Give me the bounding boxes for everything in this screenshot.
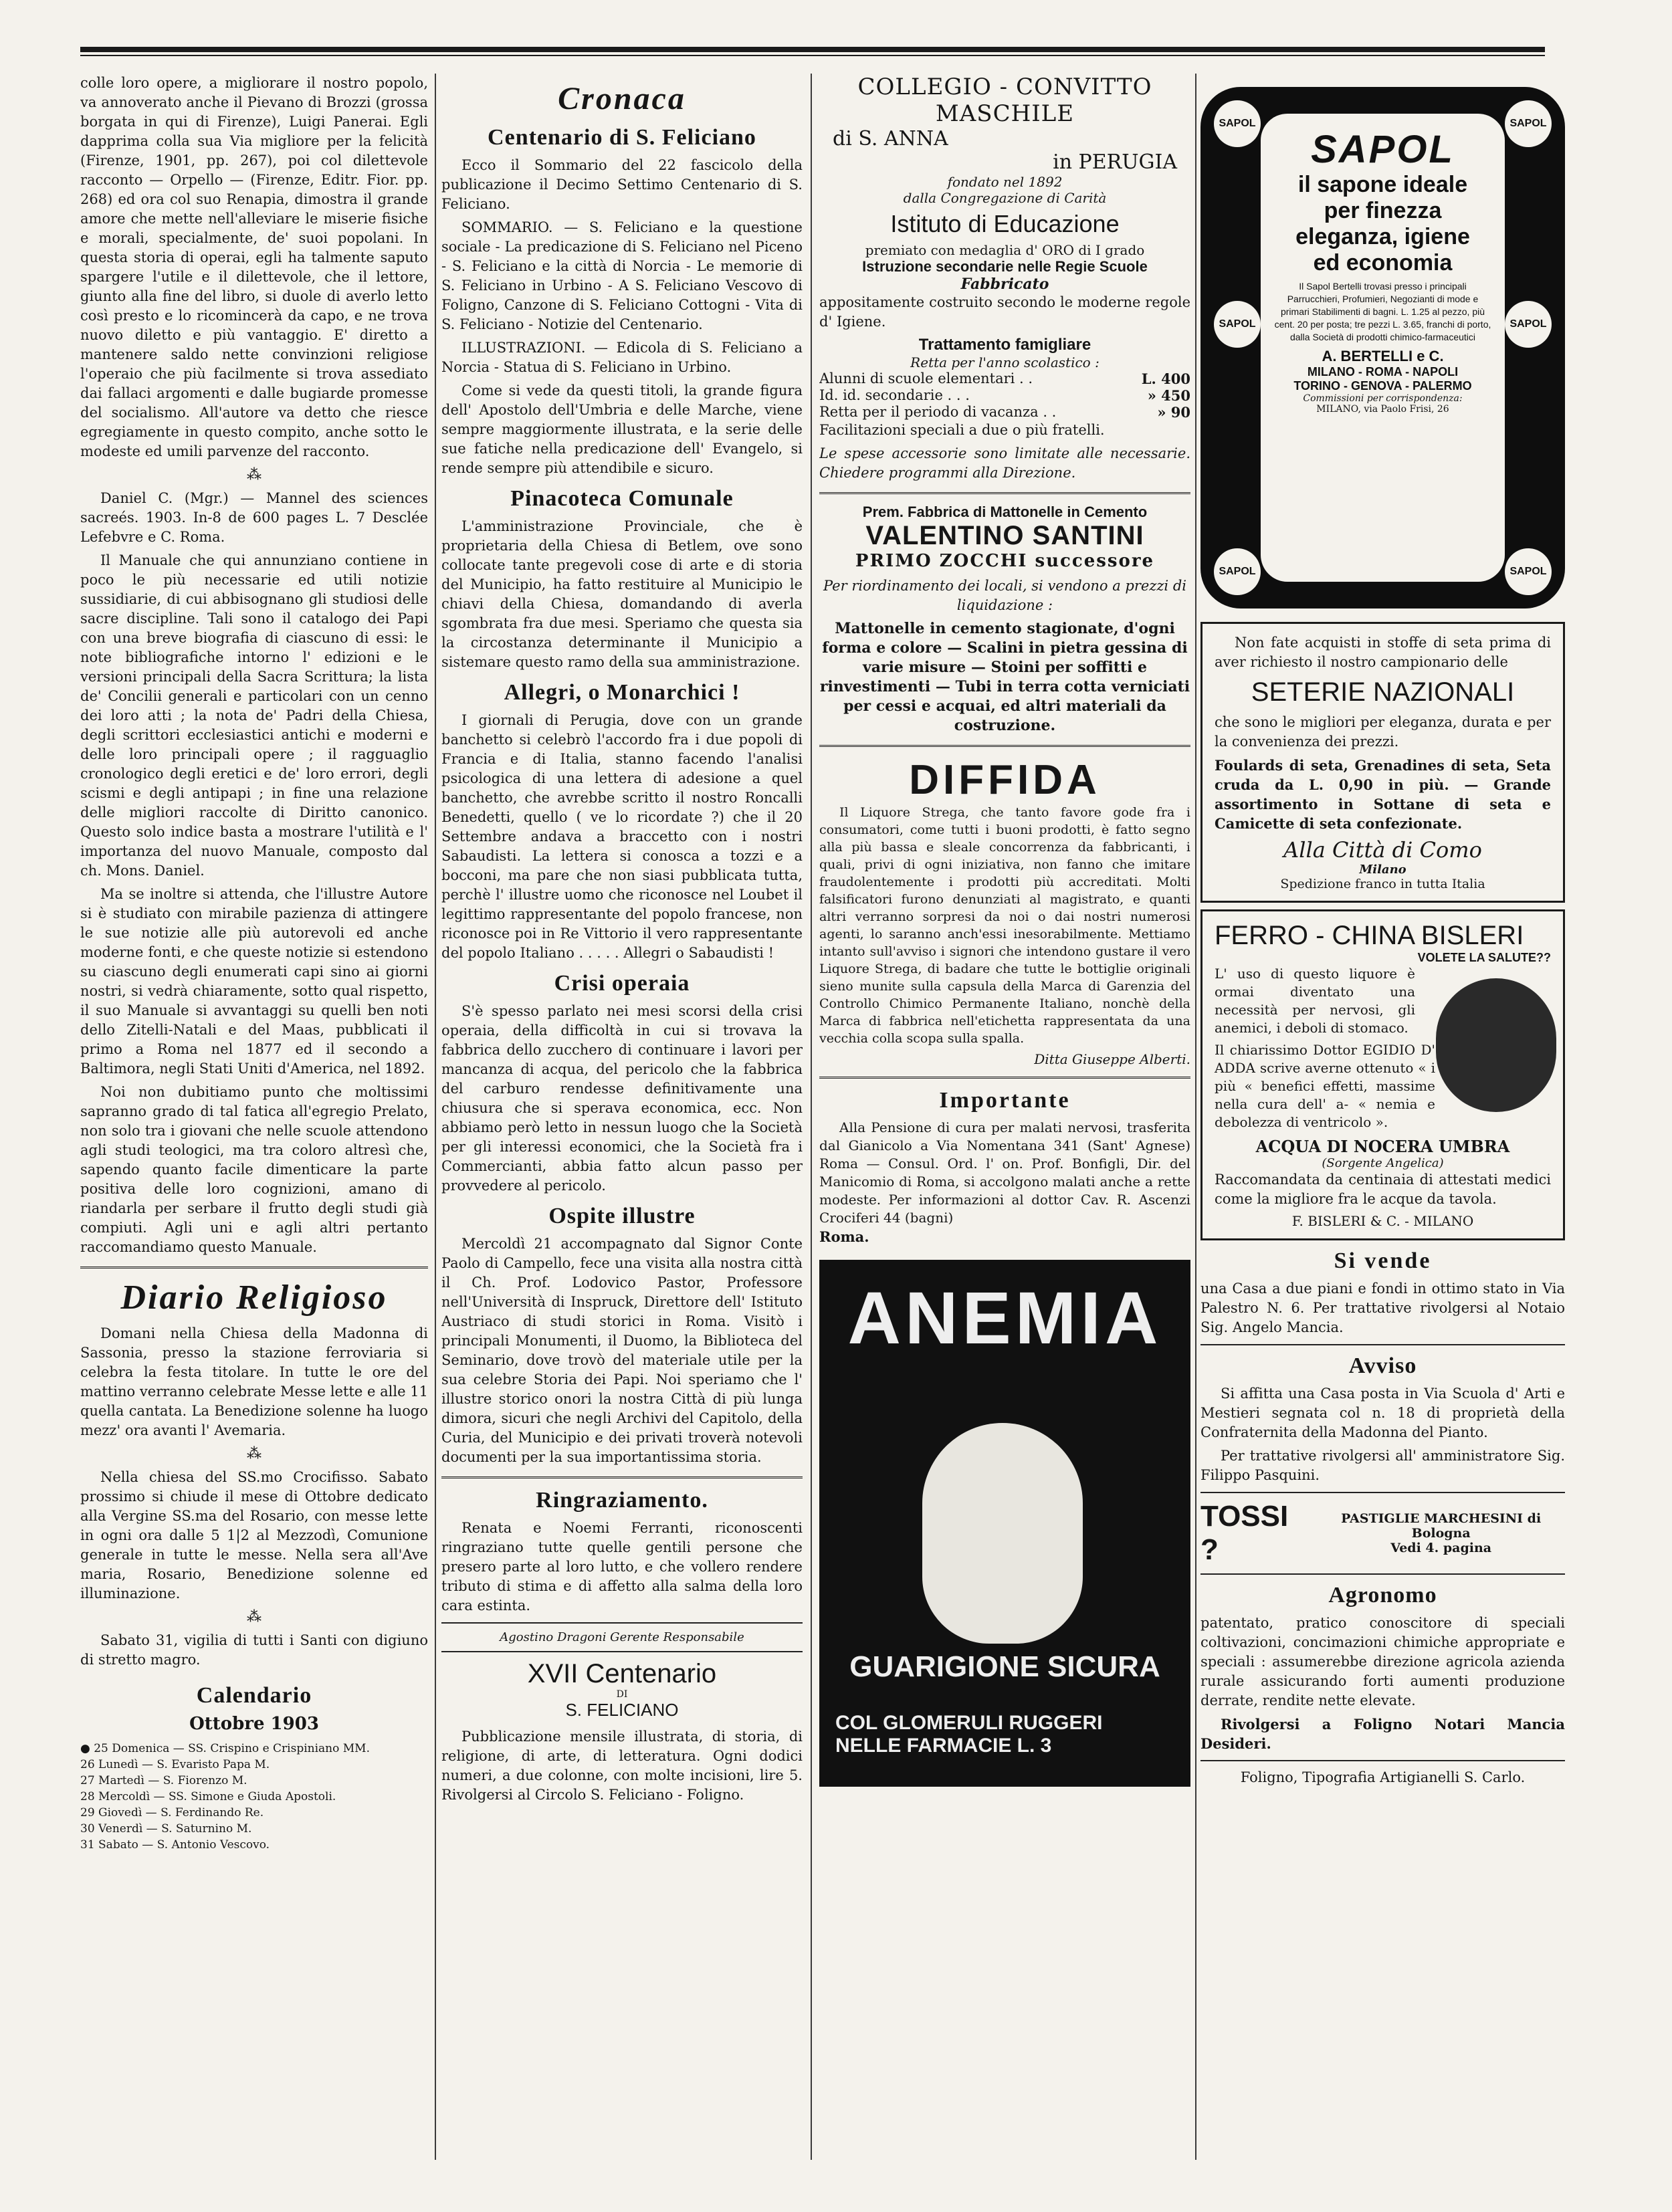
collegio-fabbricato-text: appositamente costruito secondo le moderne regole d' Igiene. bbox=[819, 294, 1190, 330]
collegio-istituto: Istituto di Educazione bbox=[890, 210, 1120, 237]
seterie-ad bbox=[1200, 622, 1565, 903]
divider bbox=[819, 1077, 1190, 1079]
agronomo-text: patentato, pratico conoscitore di speciali coltivazioni, concimazioni chimiche appropriate e speciali : assumerebbe direzione agricola azienda rurale assicurando forti aumenti produzione derrate, rendite nette elevate. bbox=[1200, 1615, 1565, 1708]
mattonelle-products: Mattonelle in cemento stagionate, d'ogni forma e colore — Scalini in pietra gessina di varie misure — Stoini per soffitti e rinvestimenti — Tubi in terra cotta verniciati per cessi e acquai, ed altri materiali da costruzione. bbox=[819, 620, 1190, 734]
sapol-tag: SAPOL bbox=[1505, 100, 1552, 147]
column-rule bbox=[811, 74, 812, 2160]
column-3 bbox=[819, 74, 1190, 2160]
fee-label: Retta per il periodo di vacanza . . bbox=[819, 404, 1057, 420]
divider bbox=[441, 1651, 803, 1652]
collegio-facilitazioni: Facilitazioni speciali a due o più fratelli. bbox=[819, 422, 1105, 438]
anemia-glomeruli: COL GLOMERULI RUGGERI bbox=[835, 1712, 1103, 1734]
bisleri-bottle-image bbox=[1436, 978, 1556, 1112]
calendar-row: 27 Martedì — S. Fiorenzo M. bbox=[80, 1774, 247, 1787]
seterie-text: che sono le migliori per eleganza, durata e per la convenienza dei prezzi. bbox=[1215, 714, 1551, 750]
diffida-text: Il Liquore Strega, che tanto favore gode fra i consumatori, come tutti i buoni prodotti, è fatto segno alla più bassa e sleale concorrenza da fabbricanti, i quali, privi di ogni iniziativa, non fanno che imitare fraudolentemente i prodotti più accreditati. Molti falsificatori furono denunziati al magistrato, e quanti altri verranno sorpresi da noi o dai nostri numerosi agenti, lo saranno anch'essi inesorabilmente. Mettiamo intanto sull'avviso i signori che intendono gustare il vero Liquore Strega, di badare che tutte le bottiglie originali sieno munite sulla capsula della Marca di Garenzia del Controllo Chimico Permanente Italiano, nonchè della Marca di fabbrica nell'etichetta rappresentata da una vecchia colla scopa sulla spalla. bbox=[819, 805, 1190, 1046]
cronaca-heading: Cronaca bbox=[558, 81, 686, 116]
collegio-sant-anna: di S. ANNA bbox=[833, 127, 948, 150]
agronomo-contact: Rivolgersi a Foligno Notari Mancia Desideri. bbox=[1200, 1716, 1565, 1752]
seterie-spedizione: Spedizione franco in tutta Italia bbox=[1280, 877, 1485, 891]
sapol-line2: per finezza bbox=[1324, 198, 1442, 223]
fee-label: Id. id. secondarie . . . bbox=[819, 387, 970, 403]
diario-religioso-heading: Diario Religioso bbox=[120, 1279, 388, 1317]
anemia-title: ANEMIA bbox=[847, 1277, 1162, 1359]
collegio-congregazione: dalla Congregazione di Carità bbox=[903, 190, 1107, 206]
fee-value: » 450 bbox=[1147, 387, 1190, 404]
divider bbox=[441, 1476, 803, 1478]
divider bbox=[1200, 1344, 1565, 1345]
calendario-heading: Calendario bbox=[196, 1683, 312, 1708]
tossi-vedi: Vedi 4. pagina bbox=[1390, 1541, 1492, 1555]
calendar-row: 30 Venerdì — S. Saturnino M. bbox=[80, 1822, 252, 1836]
bisleri-company: F. BISLERI & C. - MILANO bbox=[1291, 1213, 1474, 1229]
centenario-p4: Come si vede da questi titoli, la grande figura dell' Apostolo dell'Umbria e delle Marche, viene sempre maggiormente illustrata, e la serie delle sue fatiche nella predicazione dell' Evangelo, si rende sempre più attendibile e sicuro. bbox=[441, 382, 803, 476]
bisleri-sorgente: (Sorgente Angelica) bbox=[1322, 1156, 1444, 1170]
calendar-row: 26 Lunedì — S. Evaristo Papa M. bbox=[80, 1758, 270, 1771]
collegio-medaglia: premiato con medaglia d' ORO di I grado bbox=[865, 242, 1145, 258]
section-stars: ⁂ bbox=[247, 1446, 262, 1462]
bisleri-testimonial: Il chiarissimo Dottor EGIDIO D' ADDA scrive averne ottenuto « i più « benefici effetti, massime nella cura dell' a- « nemia e debolezza di ventricolo ». bbox=[1215, 1042, 1435, 1130]
ospite-text: Mercoldì 21 accompagnato dal Signor Conte Paolo di Campello, fece una visita alla nostra città il Ch. Prof. Lodovico Pastor, Professore nell'Università di Inspruck, Direttore dell' Istituto Austriaco di studi storici in Roma. Visitò i principali Monumenti, il Duomo, la Biblioteca del Seminario, dove trovò del materiale utile per la sua celebre Storia dei Papi. Noi speriamo che l' illustre storico onori la nostra Città di più lunga dimora, sicuri che negli Archivi del Capitolo, della Curia, del Municipio e dei privati troverà notevoli documenti per la sua importantissima storia. bbox=[441, 1236, 803, 1465]
avviso-text: Si affitta una Casa posta in Via Scuola d' Arti e Mestieri segnata col n. 18 di proprietà della Confraternita della Madonna del Pianto. bbox=[1200, 1386, 1565, 1440]
importante-text: Alla Pensione di cura per malati nervosi, trasferita dal Gianicolo a Via Nomentana 341 (Sant' Agnese) Roma — Consul. Ord. l' on. Prof. Bonfigli, Dir. del Manicomio di Roma, si accolgono malati anche a rette modeste. Per informazioni al dottor Cav. R. Ascenzi Crociferi 44 (bagni) bbox=[819, 1119, 1190, 1226]
sapol-commissioni: Commissioni per corrispondenza: bbox=[1303, 393, 1463, 404]
allegri-text: I giornali di Perugia, dove con un grande banchetto si celebrò l'accordo fra i due popoli di Francia e di Italia, stanno facendo l'analisi psicologica di una lettera di adesione a quel banchetto, che avrebbe scritto il nostro Roncalli Benedetti, quello ( ve lo ricordate ?) che il 20 Settembre andava a braccetto con i nostri Sabaudisti. La lettera si conosca a tozzi e a bocconi, ma pare che non siasi pubblicata tutta, perchè l' illustre uomo che riconosce nel Loubet il legittimo rappresentante del popolo francese, non riconosce poi in Re Vittorio il vero rappresentante del popolo Italiano . . . . . Allegri o Sabaudisti ! bbox=[441, 712, 803, 961]
sapol-address: MILANO, via Paolo Frisi, 26 bbox=[1316, 404, 1449, 415]
diario-p2: Nella chiesa del SS.mo Crocifisso. Sabato prossimo si chiude il mese di Ottobre dedicato alla Vergine SS.ma del Rosario, con messe lette in ogni ora dalle 5 1|2 al Mezzodì, Comunione generale in tutte le messe. Nella sera all'Ave maria, Rosario, Benedizione solenne ed illuminazione. bbox=[80, 1469, 428, 1601]
sapol-panel bbox=[1261, 114, 1505, 582]
centenario-p1: Ecco il Sommario del 22 fascicolo della publicazione il Decimo Settimo Centenario di S. Feliciano. bbox=[441, 157, 803, 212]
sapol-brand: SAPOL bbox=[1311, 128, 1455, 171]
avviso-heading: Avviso bbox=[1348, 1353, 1417, 1378]
fee-value: L. 400 bbox=[1141, 370, 1190, 387]
sapol-cities1: MILANO - ROMA - NAPOLI bbox=[1307, 365, 1459, 378]
importante-ad bbox=[819, 1088, 1190, 1246]
fee-value: » 90 bbox=[1157, 404, 1190, 421]
seterie-title: SETERIE NAZIONALI bbox=[1251, 677, 1515, 707]
bisleri-title: FERRO - CHINA BISLERI bbox=[1215, 921, 1524, 950]
pinacoteca-text: L'amministrazione Provinciale, che è proprietaria della Chiesa di Betlem, ove sono collocate tante pregevoli cose di arte e di storia del Municipio, ha fatto restituire al Municipio le chiavi della Chiesa, domandando di averla sgombrata fra due mesi. Speriamo che questa sia la circostanza determinante il Municipio a sistemare questo ramo della sua amministrazione. bbox=[441, 518, 803, 670]
bisleri-ad bbox=[1200, 909, 1565, 1240]
sapol-details: Il Sapol Bertelli trovasi presso i principali Parrucchieri, Profumieri, Negozianti di mode e primari Stabilimenti di bagni. L. 1.25 al pezzo, più cent. 20 per posta; tre pezzi L. 3.65, franchi di porto, dalla Società di prodotti chimico-farmaceutici bbox=[1274, 281, 1491, 342]
centenario-illustrazioni: ILLUSTRAZIONI. — Edicola di S. Feliciano a Norcia - Statua di S. Feliciano in Urbino. bbox=[441, 340, 803, 375]
divider bbox=[819, 745, 1190, 747]
heading-crisi: Crisi operaia bbox=[554, 971, 690, 996]
heading-ringraziamento: Ringraziamento. bbox=[536, 1488, 708, 1513]
sapol-ad bbox=[1200, 87, 1565, 609]
divider bbox=[819, 492, 1190, 494]
divider bbox=[441, 1622, 803, 1624]
tossi-ad bbox=[1200, 1500, 1565, 1567]
mattonelle-zocchi: PRIMO ZOCCHI successore bbox=[855, 551, 1155, 571]
calendario-subheading: Ottobre 1903 bbox=[189, 1714, 319, 1734]
tipografia-line: Foligno, Tipografia Artigianelli S. Carlo. bbox=[1240, 1769, 1526, 1785]
gerente-line: Agostino Dragoni Gerente Responsabile bbox=[500, 1630, 744, 1644]
seterie-intro: Non fate acquisti in stoffe di seta prima di aver richiesto il nostro campionario delle bbox=[1215, 635, 1551, 670]
divider bbox=[1200, 1760, 1565, 1761]
calendar-row: ● 25 Domenica — SS. Crispino e Crispiniano MM. bbox=[80, 1742, 370, 1755]
avviso-contact: Per trattative rivolgersi all' amministratore Sig. Filippo Pasquini. bbox=[1200, 1448, 1565, 1483]
collegio-istruzione: Istruzione secondarie nelle Regie Scuole bbox=[862, 258, 1148, 275]
sapol-cities2: TORINO - GENOVA - PALERMO bbox=[1293, 379, 1472, 393]
collegio-perugia: in PERUGIA bbox=[1053, 150, 1177, 174]
tossi-pastiglie: PASTIGLIE MARCHESINI di Bologna bbox=[1341, 1511, 1542, 1541]
divider bbox=[1200, 1573, 1565, 1575]
mattonelle-ad bbox=[819, 504, 1190, 736]
sapol-line3: eleganza, igiene bbox=[1295, 224, 1470, 249]
review-daniel-p2: Ma se inoltre si attenda, che l'illustre Autore si è studiato con mirabile pazienza di attingere le sue notizie alle più autorevoli ed anche moderne fonti, e che queste notizie si estendono su ciascuno degli enumerati capi sino ai giorni nostri, si vedrà chiaramente, sotto qual rispetto, il suo Manuale si avvantaggi su quelli ben noti dello Zitelli-Natali e del Maas, pubblicati il primo a Roma nel 1877 ed il secondo a Baltimora, negli Stati Uniti d'America, nel 1892. bbox=[80, 886, 428, 1077]
anemia-guarigione: GUARIGIONE SICURA bbox=[849, 1650, 1160, 1683]
section-stars: ⁂ bbox=[247, 1609, 262, 1626]
fee-row bbox=[819, 387, 1190, 404]
fee-row bbox=[819, 404, 1190, 421]
divider bbox=[80, 1266, 428, 1268]
collegio-fondato: fondato nel 1892 bbox=[947, 174, 1063, 190]
bisleri-raccomandata: Raccomandata da centinaia di attestati medici come la migliore fra le acque da tavola. bbox=[1215, 1172, 1551, 1207]
heading-pinacoteca: Pinacoteca Comunale bbox=[510, 486, 734, 511]
collegio-trattamento: Trattamento famigliare bbox=[918, 336, 1091, 354]
portrait-image bbox=[922, 1423, 1083, 1644]
heading-ospite: Ospite illustre bbox=[548, 1204, 696, 1228]
xvii-centenario-title: XVII Centenario bbox=[527, 1659, 717, 1688]
diffida-title: DIFFIDA bbox=[909, 757, 1101, 803]
xvii-text: Pubblicazione mensile illustrata, di storia, di religione, di arte, di letteratura. Ogni dodici numeri, a due colonne, con molte incisioni, lire 5. Rivolgersi al Circolo S. Feliciano - Foligno. bbox=[441, 1729, 803, 1803]
sapol-tag: SAPOL bbox=[1505, 548, 1552, 595]
anemia-ad bbox=[819, 1260, 1190, 1787]
heading-centenario: Centenario di S. Feliciano bbox=[488, 125, 756, 150]
mattonelle-santini: VALENTINO SANTINI bbox=[865, 521, 1144, 550]
top-rule bbox=[80, 47, 1545, 52]
collegio-fabbricato: Fabbricato bbox=[960, 275, 1049, 293]
calendar-row: 28 Mercoldì — SS. Simone e Giuda Apostoli. bbox=[80, 1790, 336, 1803]
diffida-signature: Ditta Giuseppe Alberti. bbox=[1034, 1051, 1190, 1067]
bisleri-nocera: ACQUA DI NOCERA UMBRA bbox=[1255, 1137, 1510, 1156]
fee-label: Alunni di scuole elementari . . bbox=[819, 370, 1033, 386]
sapol-tag: SAPOL bbox=[1505, 301, 1552, 348]
bisleri-slogan: VOLETE LA SALUTE?? bbox=[1417, 951, 1551, 964]
review-daniel-p1: Il Manuale che qui annunziano contiene in poco le più necessarie ed utili notizie sussidiarie, di cui abbisognano gli studiosi delle sacre discipline. Tali sono il catalogo dei Papi con una breve biografia di ciascuno di essi: le note bibliografiche intorno l' edizioni e le versioni principali della Sacra Scrittura; la lista de' Concilii generali e particolari con un cenno dei loro atti ; la nota de' Padri della Chiesa, degli scrittori ecclesiastici antichi e moderni e delle loro principali opere ; il ragguaglio cronologico degli eretici e de' loro errori, degli scismi e degli antipapi ; in fine una relazione delle migliori raccolte di Diritto canonico. Questo solo indice basta a mostrare l'utilità e l' importanza del nuovo Manuale, composto dal ch. Mons. Daniel. bbox=[80, 552, 428, 879]
heading-allegri: Allegri, o Monarchici ! bbox=[504, 680, 740, 705]
bisleri-text: L' uso di questo liquore è ormai diventato una necessità per nervosi, gli anemici, i deboli di stomaco. bbox=[1215, 966, 1415, 1036]
sapol-line4: ed economia bbox=[1313, 250, 1453, 275]
divider bbox=[1200, 1492, 1565, 1493]
column-2 bbox=[441, 74, 803, 2160]
collegio-title: COLLEGIO - CONVITTO MASCHILE bbox=[857, 74, 1152, 127]
column-rule bbox=[1195, 74, 1196, 2160]
sapol-line1: il sapone ideale bbox=[1297, 172, 1468, 197]
ringraziamento-text: Renata e Noemi Ferranti, riconoscenti ringraziano tutte quelle gentili persone che presero parte al loro lutto, e che vollero rendere tributo di stima e di affetto alla salma della loro cara estinta. bbox=[441, 1520, 803, 1614]
column-rule bbox=[435, 74, 436, 2160]
collegio-ad bbox=[819, 74, 1190, 483]
si-vende-text: una Casa a due piani e fondi in ottimo stato in Via Palestro N. 6. Per trattative rivolgersi al Notaio Sig. Angelo Mancia. bbox=[1200, 1281, 1565, 1335]
anemia-price: NELLE FARMACIE L. 3 bbox=[835, 1735, 1052, 1757]
column-1 bbox=[80, 74, 428, 2160]
mattonelle-title: Prem. Fabbrica di Mattonelle in Cemento bbox=[862, 504, 1148, 520]
sapol-bertelli: A. BERTELLI e C. bbox=[1322, 348, 1444, 364]
diario-p3: Sabato 31, vigilia di tutti i Santi con digiuno di stretto magro. bbox=[80, 1632, 428, 1668]
fee-row bbox=[819, 370, 1190, 387]
tossi-details bbox=[1317, 1511, 1565, 1555]
sapol-tag: SAPOL bbox=[1214, 548, 1261, 595]
seterie-products: Foulards di seta, Grenadines di seta, Seta cruda da L. 0,90 in più. — Grande assortimento in Sottane di seta e Camicette di seta confezionate. bbox=[1215, 757, 1551, 832]
calendar-row: 29 Giovedì — S. Ferdinando Re. bbox=[80, 1806, 264, 1819]
xvii-feliciano: S. FELICIANO bbox=[565, 1700, 679, 1720]
crisi-text: S'è spesso parlato nei mesi scorsi della crisi operaia, della difficoltà in cui si trovava la fabbrica dello zucchero di continuare i lavori per mancanza di acqua, del pericolo che la fabbrica del carburo rendesse definitivamente una chiusura che si sperava economica, ecc. Non abbiamo però letto in nessun luogo che la Società per gli interessi economici, che la Società fra i Commercianti, abbia fatto alcun passo per provvedere al pericolo. bbox=[441, 1003, 803, 1194]
section-stars: ⁂ bbox=[247, 467, 262, 483]
diffida-ad bbox=[819, 756, 1190, 1067]
seterie-milano: Milano bbox=[1359, 863, 1406, 877]
tossi-title: TOSSI ? bbox=[1200, 1500, 1289, 1566]
centenario-sommario: SOMMARIO. — S. Feliciano e la questione sociale - La predicazione di S. Feliciano nel Piceno - S. Feliciano e la città di Norcia - Le memorie di S. Feliciano in Urbino - A S. Feliciano Vescovo di Foligno, Canzone di S. Feliciano Cottogni - Vita di S. Feliciano - Notizie del Centenario. bbox=[441, 219, 803, 332]
collegio-retta: Retta per l'anno scolastico : bbox=[910, 354, 1100, 370]
sapol-tag: SAPOL bbox=[1214, 301, 1261, 348]
xvii-di: DI bbox=[616, 1689, 628, 1700]
mattonelle-intro: Per riordinamento dei locali, si vendono a prezzi di liquidazione : bbox=[823, 578, 1186, 613]
review-panerai: colle loro opere, a migliorare il nostro popolo, va annoverato anche il Pievano di Brozzi (grossa borgata in qui di Firenze), Luigi Panerai. Egli dapprima colla sua Via migliore per la felicità (Firenze, 1901, pp. 267), poi col dilettevole racconto — Orpello — (Firenze, Editr. Fior. pp. 268) ed ora col suo Renapia, dimostra il grande amore che mette nell'alleviare le miserie fisiche e morali, specialmente, de' suoi popolani. In questa storia di operai, egli ha talmente saputo spargere l'utile e il dilettevole, che il lettore, giunto alla fine del libro, si duole di averlo letto così presto e lo ricomincerà da capo, e ne trova nuovo diletto e più vantaggio. E' diretto a mantenere saldo nette convinzioni religiose l'operaio che più facilmente si trova assediato dai fallaci argomenti e dalle bugiarde promesse del socialismo. All'autore va detto che riesce egregiamente in questo compito, anche sotto le modeste ed umili parvenze del racconto. bbox=[80, 75, 428, 459]
review-daniel-p3: Noi non dubitiamo punto che moltissimi sapranno grado di tal fatica all'egregio Prelato, non solo tra i giovani che nelle scuole attendono agli studi teologici, ma tra coloro altresì che, sapendo quanto facile dimenticare la parte positiva delle loro cognizioni, amano di riandarla per serbare il frutto degli studi già compiuti. Agli uni e agli altri pertanto raccomandiamo questo Manuale. bbox=[80, 1084, 428, 1255]
collegio-spese: Le spese accessorie sono limitate alle necessarie. Chiedere programmi alla Direzione. bbox=[819, 445, 1190, 481]
diario-p1: Domani nella Chiesa della Madonna di Sassonia, presso la stazione ferroviaria si celebra la festa titolare. In tutte le ore del mattino verranno celebrate Messe lette e alle 11 quella cantata. La Benedizione solenne ha luogo mezz' ora avanti l' Avemaria. bbox=[80, 1325, 428, 1438]
anemia-farmacie bbox=[835, 1712, 1174, 1757]
importante-title: Importante bbox=[939, 1088, 1071, 1113]
review-daniel-title: Daniel C. (Mgr.) — Mannel des sciences sacreés. 1903. In-8 de 600 pages L. 7 Desclée Lefebvre e C. Roma. bbox=[80, 490, 428, 545]
seterie-como: Alla Città di Como bbox=[1283, 837, 1482, 863]
importante-city: Roma. bbox=[819, 1228, 869, 1245]
agronomo-heading: Agronomo bbox=[1328, 1583, 1437, 1608]
si-vende-heading: Si vende bbox=[1334, 1248, 1432, 1273]
top-rule-thin bbox=[80, 55, 1545, 56]
sapol-tag: SAPOL bbox=[1214, 100, 1261, 147]
calendar-row: 31 Sabato — S. Antonio Vescovo. bbox=[80, 1838, 270, 1852]
column-4 bbox=[1200, 74, 1565, 2160]
